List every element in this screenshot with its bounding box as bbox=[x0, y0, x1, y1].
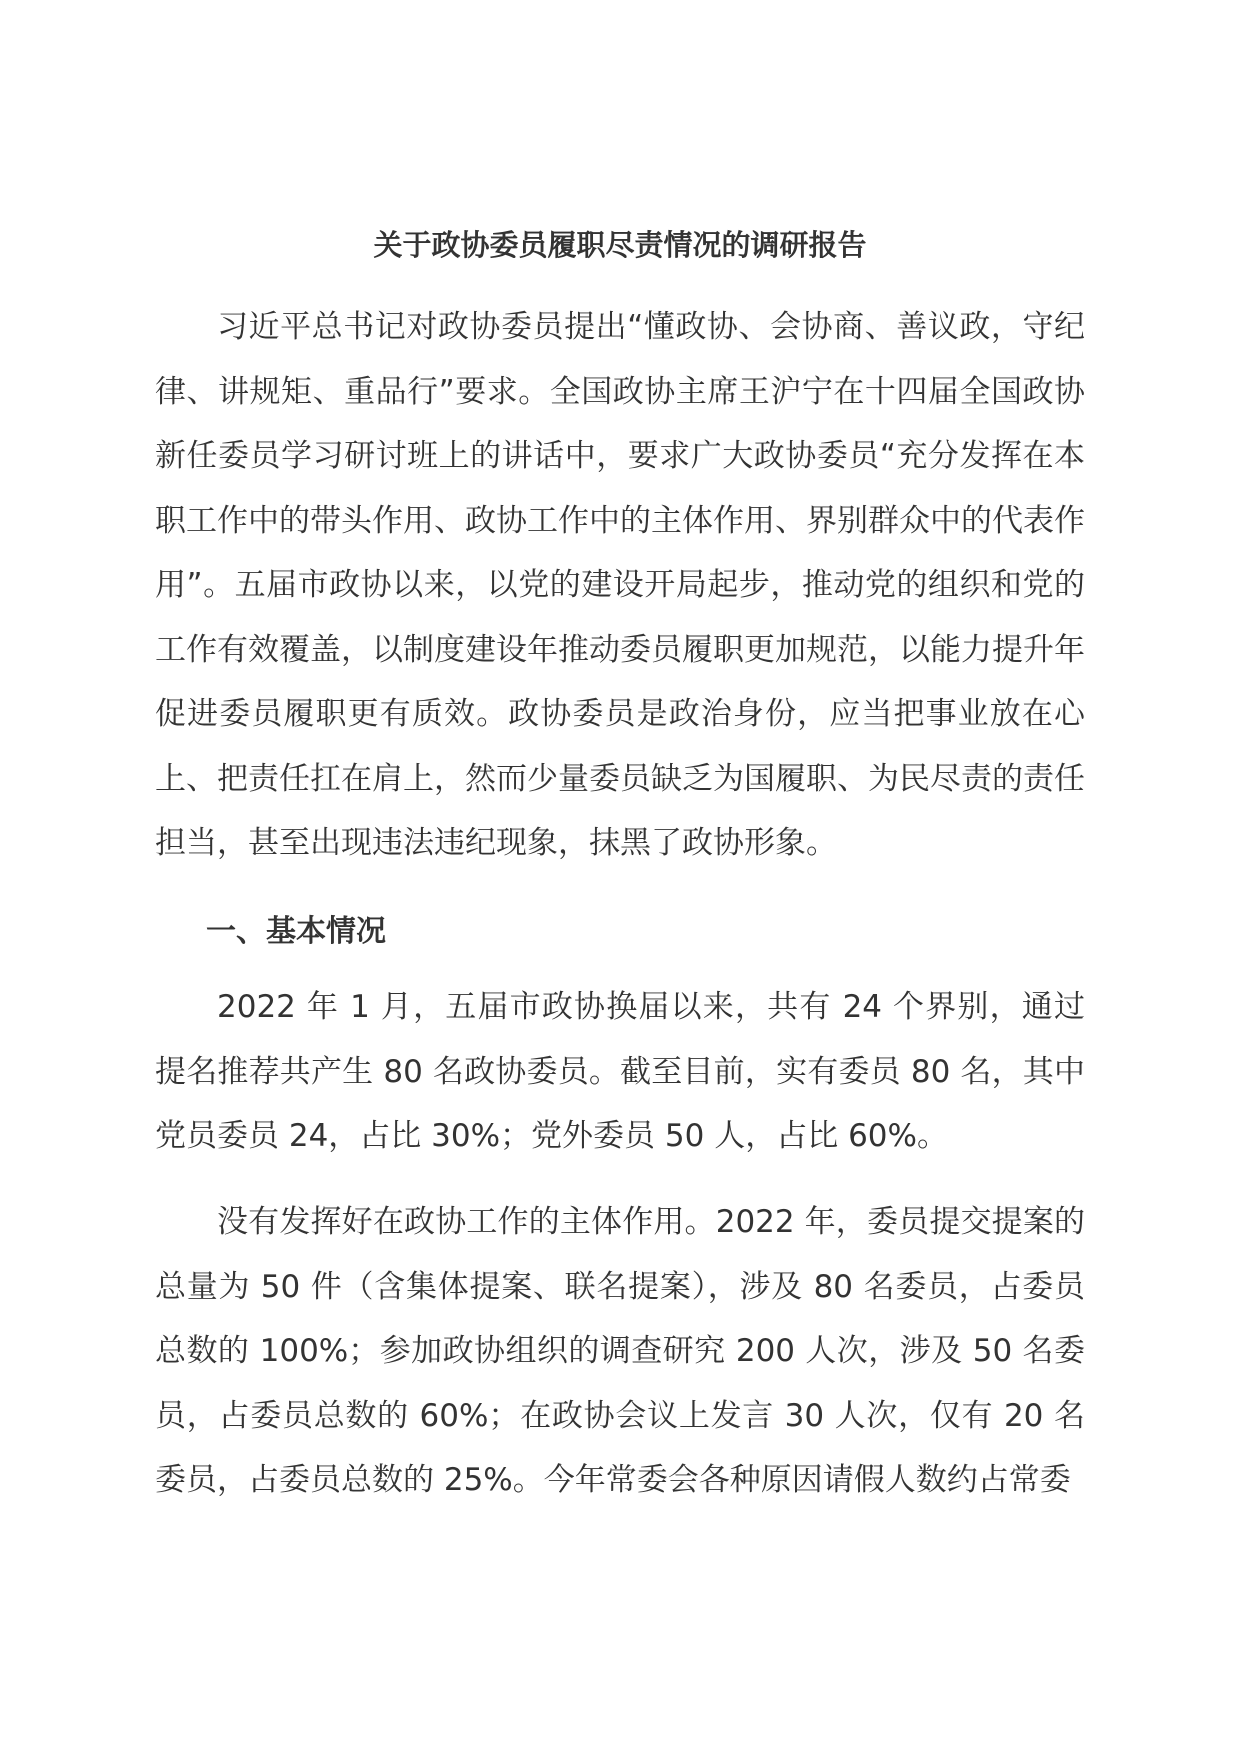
document-title: 关于政协委员履职尽责情况的调研报告 bbox=[373, 228, 867, 262]
basic-situation-paragraph: 2022 年 1 月，五届市政协换届以来，共有 24 个界别，通过提名推荐共产生 80 名政协委员。截至目前，实有委员 80 名，其中党员委员 24，占比 30%；党外委员 50 人，占比 60%。 bbox=[155, 989, 1085, 1154]
section-heading-basic: 一、基本情况 bbox=[206, 914, 386, 949]
role-paragraph: 没有发挥好在政协工作的主体作用。2022 年，委员提交提案的总量为 50 件（含集体提案、联名提案），涉及 80 名委员，占委员总数的 100%；参加政协组织的调查研究 200 人次，涉及 50 名委员，占委员总数的 60%；在政协会议上发言 30 人次，仅有 20 名委员，占委员总数的 25%。今年常委会各种原因请假人数约占常委 bbox=[155, 1204, 1085, 1498]
intro-paragraph: 习近平总书记对政协委员提出“懂政协、会协商、善议政，守纪律、讲规矩、重品行”要求。全国政协主席王沪宁在十四届全国政协新任委员学习研讨班上的讲话中，要求广大政协委员“充分发挥在本职工作中的带头作用、政协工作中的主体作用、界别群众中的代表作用”。五届市政协以来，以党的建设开局起步，推动党的组织和党的工作有效覆盖，以制度建设年推动委员履职更加规范，以能力提升年促进委员履职更有质效。政协委员是政治身份，应当把事业放在心上、把责任扛在肩上，然而少量委员缺乏为国履职、为民尽责的责任担当，甚至出现违法违纪现象，抹黑了政协形象。 bbox=[155, 309, 1085, 861]
